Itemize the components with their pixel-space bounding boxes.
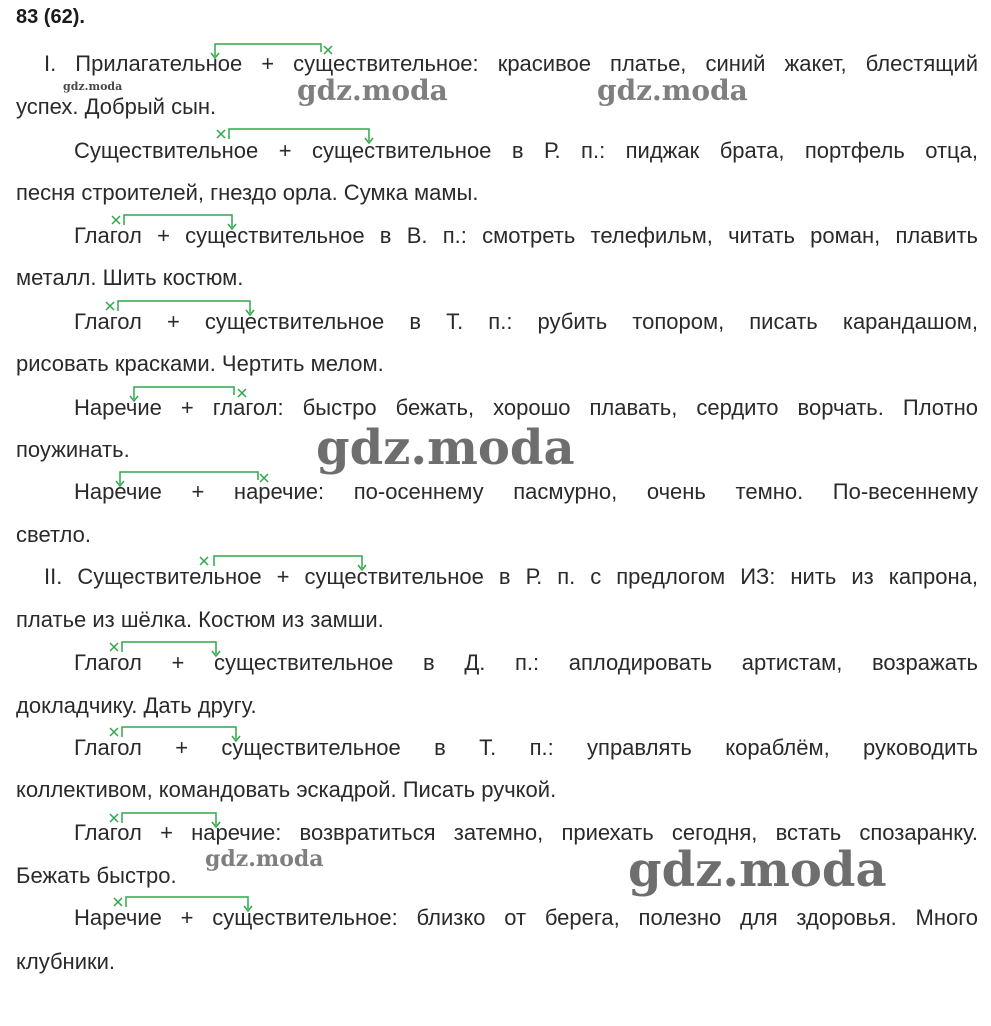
text-line: клубники. — [16, 949, 116, 974]
text-line: докладчику. Дать другу. — [16, 693, 257, 718]
text-line: светло. — [16, 522, 91, 547]
text-line: успех. Добрый сын. — [16, 94, 217, 119]
watermark: gdz.moda — [597, 74, 748, 107]
text-line: песня строителей, гнездо орла. Сумка мамы. — [16, 180, 479, 205]
text-line: рисовать красками. Чертить мелом. — [16, 351, 384, 376]
text-line: Наречие + глагол: быстро бежать, хорошо плавать, сердито ворчать. Плотно — [74, 395, 978, 420]
watermark: gdz.moda — [628, 842, 887, 898]
text-line: Глагол + существительное в Д. п.: аплодировать артистам, возражать — [74, 650, 978, 675]
text-line: платье из шёлка. Костюм из замши. — [16, 607, 384, 632]
text-line: коллективом, командовать эскадрой. Писать ручкой. — [16, 777, 557, 802]
text-line: Глагол + наречие: возвратиться затемно, приехать сегодня, встать спозаранку. — [74, 820, 978, 845]
watermark: gdz.moda — [316, 420, 575, 476]
text-line: Существительное + существительное в Р. п.: пиджак брата, портфель отца, — [74, 138, 978, 163]
watermark: gdz.moda — [297, 74, 448, 107]
text-line: Наречие + наречие: по-осеннему пасмурно, очень темно. По-весеннему — [74, 479, 978, 504]
text-line: поужинать. — [16, 437, 130, 462]
text-line: I. Прилагательное + существительное: красивое платье, синий жакет, блестящий — [44, 51, 978, 76]
page-title: 83 (62). — [16, 6, 85, 28]
text-line: Бежать быстро. — [16, 863, 177, 888]
text-line: II. Существительное + существительное в Р. п. с предлогом ИЗ: нить из капрона, — [44, 564, 978, 589]
text-line: Глагол + существительное в В. п.: смотреть телефильм, читать роман, плавить — [74, 223, 978, 248]
watermark: gdz.moda — [63, 80, 123, 93]
text-line: Глагол + существительное в Т. п.: рубить топором, писать карандашом, — [74, 309, 978, 334]
text-line: металл. Шить костюм. — [16, 265, 244, 290]
text-line: Наречие + существительное: близко от берега, полезно для здоровья. Много — [74, 905, 978, 930]
text-line: Глагол + существительное в Т. п.: управлять кораблём, руководить — [74, 735, 978, 760]
watermark: gdz.moda — [205, 846, 324, 872]
